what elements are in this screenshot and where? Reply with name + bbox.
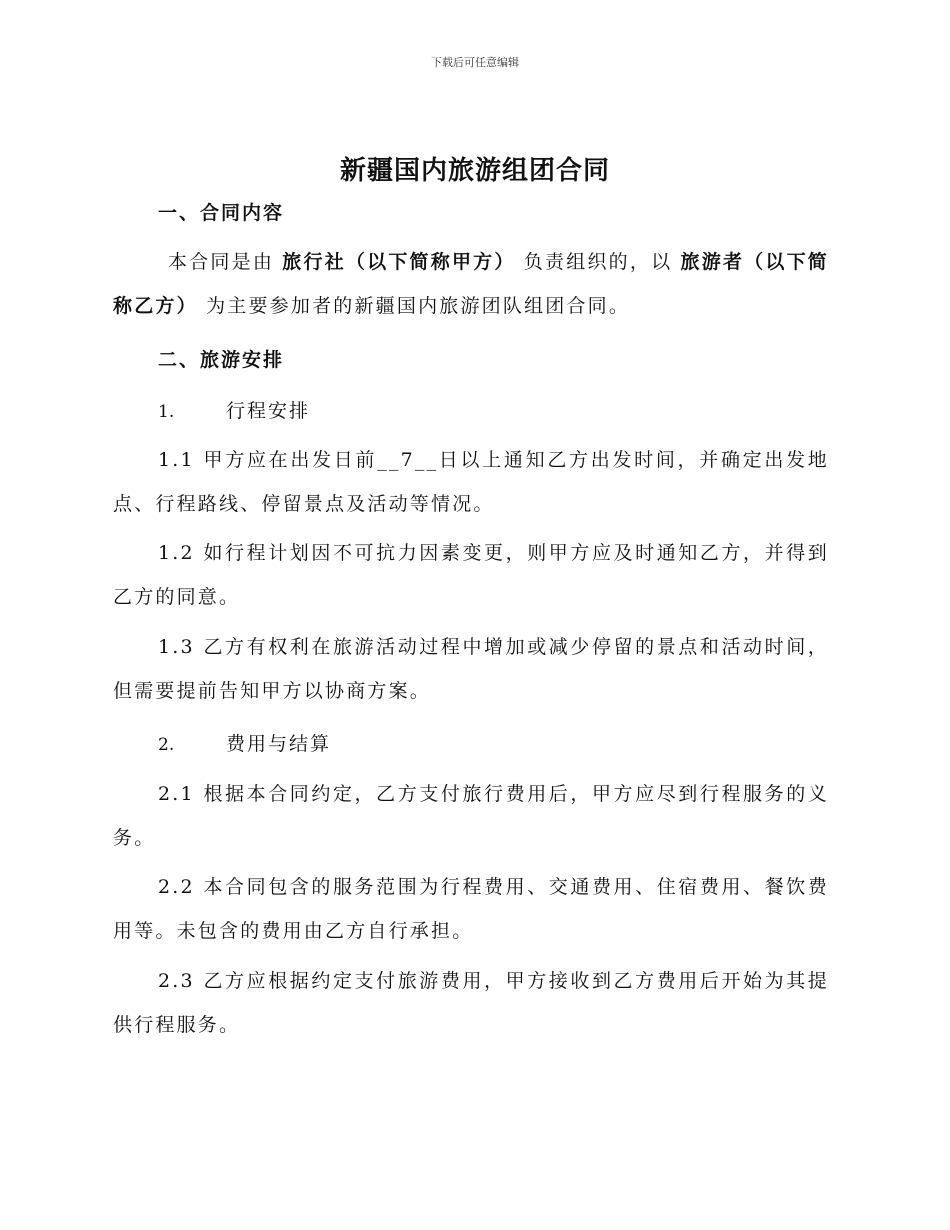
item-number: 1. bbox=[158, 402, 175, 422]
section-heading-travel-arrangement: 二、旅游安排 bbox=[158, 349, 285, 371]
item-label: 费用与结算 bbox=[226, 733, 332, 755]
section-heading-contract-content: 一、合同内容 bbox=[158, 202, 285, 224]
clause-1-1: 1.1 甲方应在出发日前__7__日以上通知乙方出发时间，并确定出发地点、行程路线、停留景点及活动等情况。 bbox=[113, 449, 829, 515]
list-item-fees bbox=[158, 729, 331, 756]
paragraph-contract-parties bbox=[113, 240, 829, 328]
clause-2-1: 2.1 根据本合同约定，乙方支付旅行费用后，甲方应尽到行程服务的义务。 bbox=[113, 783, 829, 849]
party-a-name: 旅行社（以下简称甲方） bbox=[282, 251, 516, 273]
party-b-name: 旅游者（以下简称乙方） bbox=[113, 251, 829, 317]
item-label: 行程安排 bbox=[226, 400, 311, 422]
item-number: 2. bbox=[158, 735, 175, 755]
clause-2-2: 2.2 本合同包含的服务范围为行程费用、交通费用、住宿费用、餐饮费用等。未包含的费用由乙方自行承担。 bbox=[113, 876, 829, 942]
text-fragment: 本合同是由 bbox=[168, 251, 275, 273]
clause-1-3: 1.3 乙方有权利在旅游活动过程中增加或减少停留的景点和活动时间，但需要提前告知甲方以协商方案。 bbox=[113, 636, 829, 702]
text-fragment: 负责组织的，以 bbox=[523, 251, 673, 273]
page-header-note: 下载后可任意编辑 bbox=[431, 56, 519, 69]
list-item-itinerary bbox=[158, 396, 310, 423]
clause-1-2: 1.2 如行程计划因不可抗力因素变更，则甲方应及时通知乙方，并得到乙方的同意。 bbox=[113, 542, 829, 608]
document-title: 新疆国内旅游组团合同 bbox=[339, 156, 610, 186]
clause-2-3: 2.3 乙方应根据约定支付旅游费用，甲方接收到乙方费用后开始为其提供行程服务。 bbox=[113, 970, 829, 1036]
text-fragment: 为主要参加者的新疆国内旅游团队组团合同。 bbox=[206, 295, 631, 317]
